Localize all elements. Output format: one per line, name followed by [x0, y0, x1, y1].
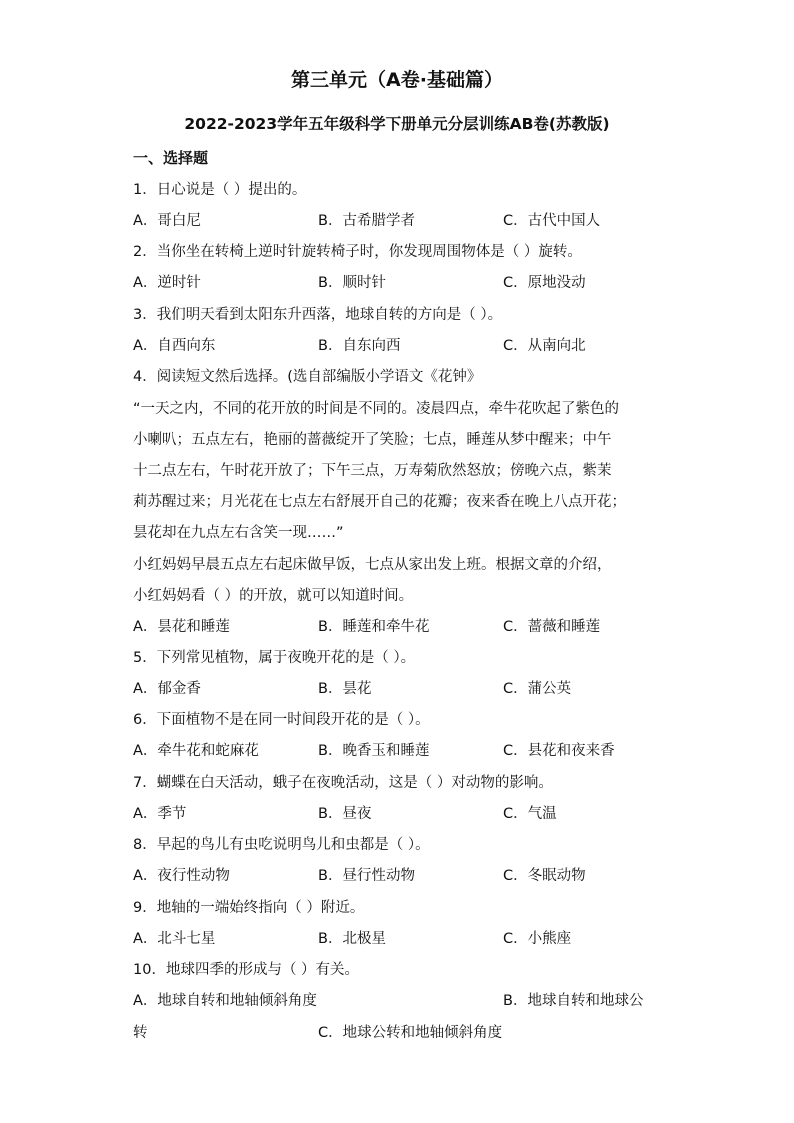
question-9-option-c: C．小熊座 [503, 931, 572, 947]
question-9-option-a: A．北斗七星 [133, 931, 216, 947]
question-1-option-b: B．古希腊学者 [318, 213, 415, 229]
page-title: 第三单元（A卷·基础篇） [291, 69, 503, 91]
question-1-option-a: A．哥白尼 [133, 213, 201, 229]
question-4-option-b: B．睡莲和牵牛花 [318, 619, 430, 635]
question-2-option-a: A．逆时针 [133, 275, 201, 291]
question-1-stem: 1．日心说是（ ）提出的。 [133, 182, 307, 198]
question-10-option-a: A．地球自转和地轴倾斜角度 [133, 993, 317, 1009]
question-9-option-b: B．北极星 [318, 931, 386, 947]
question-4-passage-line-4: 莉苏醒过来；月光花在七点左右舒展开自己的花瓣；夜来香在晚上八点开花； [133, 494, 626, 510]
question-7-stem: 7．蝴蝶在白天活动，蛾子在夜晚活动，这是（ ）对动物的影响。 [133, 775, 553, 791]
question-2-stem: 2．当你坐在转椅上逆时针旋转椅子时，你发现周围物体是（ ）旋转。 [133, 244, 582, 260]
question-5-stem: 5．下列常见植物，属于夜晚开花的是（ ）。 [133, 650, 416, 666]
question-1-option-c: C．古代中国人 [503, 213, 601, 229]
question-4-passage-line-2: 小喇叭；五点左右，艳丽的蔷薇绽开了笑脸；七点，睡莲从梦中醒来；中午 [133, 432, 612, 448]
question-3-stem: 3．我们明天看到太阳东升西落，地球自转的方向是（ ）。 [133, 307, 503, 323]
question-4-option-c: C．蔷薇和睡莲 [503, 619, 601, 635]
question-8-stem: 8．早起的鸟儿有虫吃说明鸟儿和虫都是（ ）。 [133, 837, 430, 853]
section-heading: 一、选择题 [133, 149, 209, 167]
question-4-passage-line-6: 小红妈妈早晨五点左右起床做早饭，七点从家出发上班。根据文章的介绍， [133, 557, 612, 573]
question-3-option-b: B．自东向西 [318, 338, 401, 354]
question-4-passage-line-7: 小红妈妈看（ ）的开放，就可以知道时间。 [133, 588, 414, 604]
question-5-option-a: A．郁金香 [133, 681, 201, 697]
question-10-option-b-wrap: 转 [133, 1025, 148, 1041]
page-subtitle: 2022-2023学年五年级科学下册单元分层训练AB卷(苏教版) [184, 115, 610, 133]
question-7-option-a: A．季节 [133, 806, 187, 822]
question-6-option-a: A．牵牛花和蛇麻花 [133, 743, 259, 759]
question-7-option-b: B．昼夜 [318, 806, 372, 822]
question-2-option-c: C．原地没动 [503, 275, 586, 291]
question-5-option-c: C．蒲公英 [503, 681, 572, 697]
question-4-stem: 4．阅读短文然后选择。(选自部编版小学语文《花钟》 [133, 369, 482, 385]
question-4-passage-line-1: “一天之内，不同的花开放的时间是不同的。凌晨四点，牵牛花吹起了紫色的 [133, 401, 620, 417]
question-4-passage-line-5: 昙花却在九点左右含笑一现……” [133, 525, 344, 541]
question-6-stem: 6．下面植物不是在同一时间段开花的是（ ）。 [133, 712, 430, 728]
question-5-option-b: B．昙花 [318, 681, 372, 697]
question-10-stem: 10．地球四季的形成与（ ）有关。 [133, 962, 360, 978]
question-8-option-c: C．冬眠动物 [503, 868, 586, 884]
question-3-option-a: A．自西向东 [133, 338, 216, 354]
question-6-option-b: B．晚香玉和睡莲 [318, 743, 430, 759]
question-3-option-c: C．从南向北 [503, 338, 586, 354]
question-10-option-b: B．地球自转和地球公 [503, 993, 644, 1009]
question-4-passage-line-3: 十二点左右，午时花开放了；下午三点，万寿菊欣然怒放；傍晚六点，紫茉 [133, 463, 612, 479]
question-7-option-c: C．气温 [503, 806, 557, 822]
question-2-option-b: B．顺时针 [318, 275, 386, 291]
question-4-option-a: A．昙花和睡莲 [133, 619, 230, 635]
question-9-stem: 9．地轴的一端始终指向（ ）附近。 [133, 900, 365, 916]
question-6-option-c: C．县花和夜来香 [503, 743, 615, 759]
question-8-option-b: B．昼行性动物 [318, 868, 415, 884]
question-8-option-a: A．夜行性动物 [133, 868, 230, 884]
question-10-option-c: C．地球公转和地轴倾斜角度 [318, 1025, 503, 1041]
